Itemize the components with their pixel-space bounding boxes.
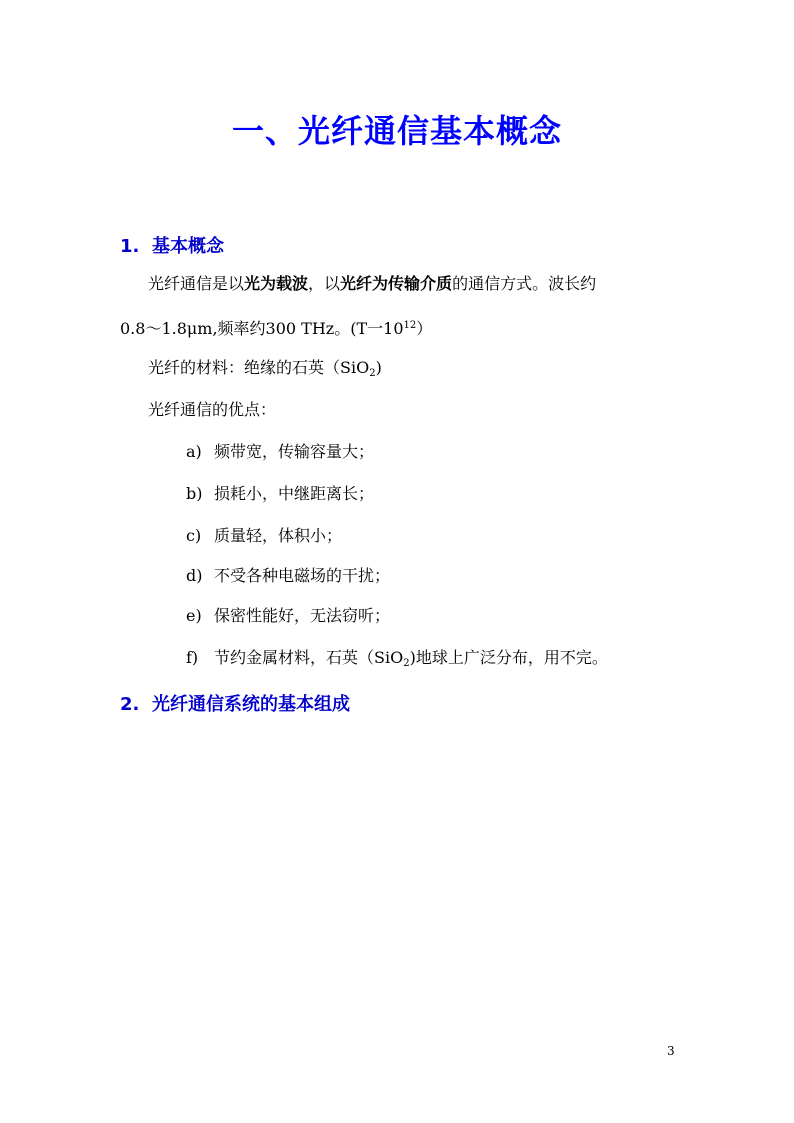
material-line	[148, 358, 382, 384]
paragraph-text: 光纤通信是以	[148, 274, 245, 293]
advantage-item	[186, 606, 390, 626]
document-title: 一、光纤通信基本概念	[231, 112, 562, 150]
advantage-item	[186, 442, 374, 462]
page-number: 3	[667, 1044, 675, 1058]
section-number: 2.	[120, 694, 140, 715]
advantage-item	[186, 484, 374, 504]
superscript: 12	[403, 320, 417, 331]
item-letter: d)	[186, 566, 203, 585]
section-title: 光纤通信系统的基本组成	[152, 694, 350, 715]
advantage-item	[186, 566, 390, 586]
item-letter: a)	[186, 442, 202, 461]
paragraph-text: 的通信方式。波长约	[452, 274, 597, 293]
material-text: 光纤的材料：绝缘的石英（SiO	[148, 358, 370, 377]
advantage-item	[186, 648, 608, 674]
item-text-end: )地球上广泛分布，用不完。	[409, 648, 608, 667]
item-letter: f)	[186, 648, 199, 667]
paragraph-text: 0.8～1.8μm,频率约300 THz。(T一10	[120, 319, 404, 338]
item-text: 质量轻，体积小；	[214, 526, 343, 545]
section-number: 1.	[120, 236, 140, 257]
section-title: 基本概念	[152, 236, 224, 257]
section-2-heading	[120, 690, 350, 716]
advantage-item	[186, 526, 342, 546]
paragraph-text: ，以	[308, 274, 341, 293]
item-letter: e)	[186, 606, 202, 625]
item-text: 保密性能好，无法窃听；	[214, 606, 391, 625]
subscript: 2	[369, 368, 376, 379]
material-text-end: )	[375, 358, 382, 377]
intro-paragraph-line-2	[120, 316, 432, 339]
advantages-intro: 光纤通信的优点：	[148, 400, 277, 419]
bold-term: 光纤为传输介质	[340, 274, 453, 293]
paragraph-text: ）	[416, 319, 433, 338]
item-text: 损耗小，中继距离长；	[214, 484, 375, 503]
item-text: 不受各种电磁场的干扰；	[214, 566, 391, 585]
bold-term: 光为载波	[244, 274, 309, 293]
subscript: 2	[403, 658, 410, 669]
item-letter: c)	[186, 526, 202, 545]
section-1-heading	[120, 232, 224, 258]
item-letter: b)	[186, 484, 203, 503]
item-text: 频带宽，传输容量大；	[214, 442, 375, 461]
item-text: 节约金属材料，石英（SiO	[214, 648, 404, 667]
intro-paragraph-line-1	[148, 274, 596, 294]
